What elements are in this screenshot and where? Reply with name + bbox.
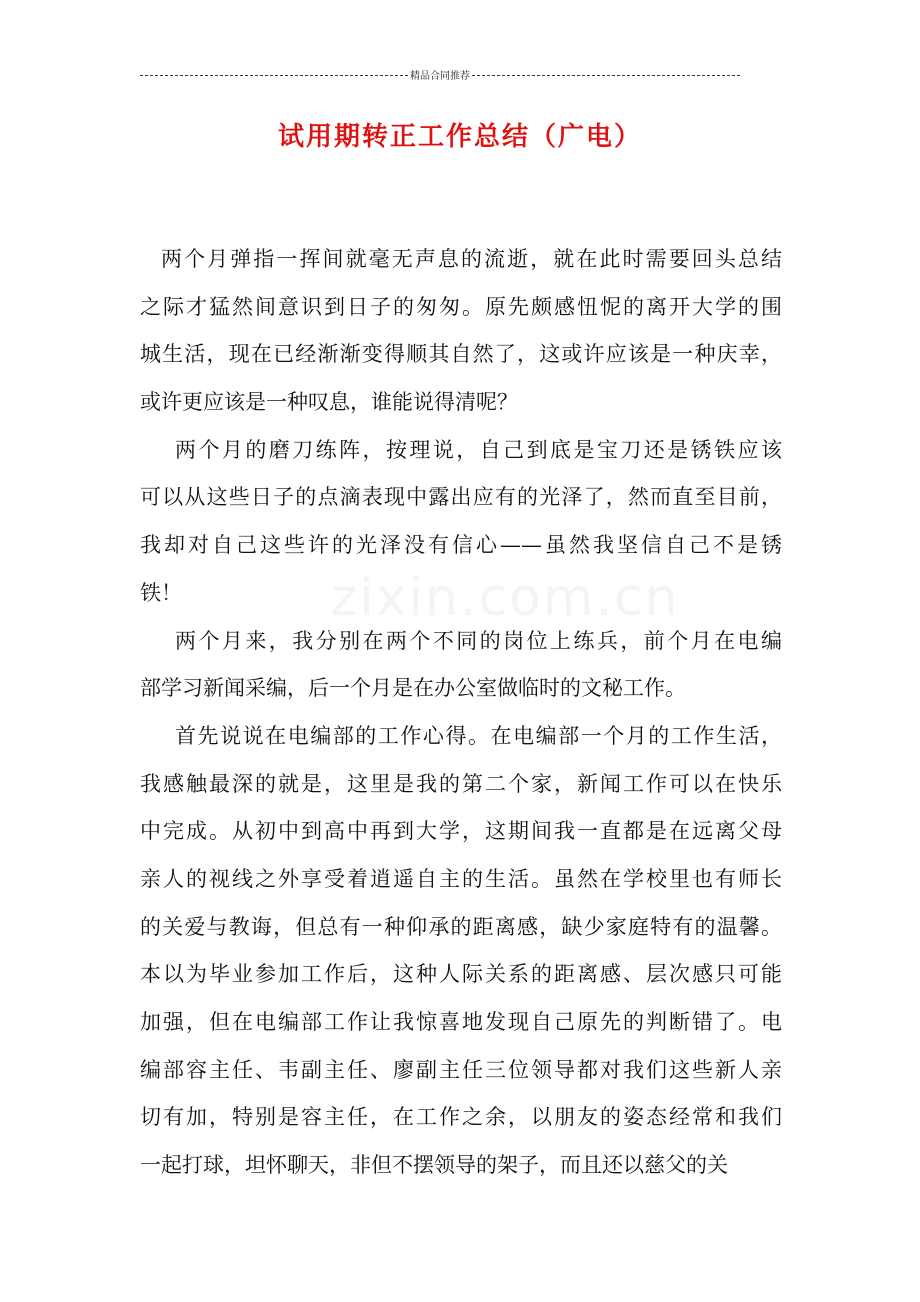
header-dashed-rule-right bbox=[472, 75, 740, 76]
paragraph-line: 编部容主任、韦副主任、廖副主任三位领导都对我们这些新人亲 bbox=[140, 1057, 782, 1082]
paragraph-line: 我却对自己这些许的光泽没有信心——虽然我坚信自己不是锈 bbox=[140, 533, 782, 558]
paragraph-line: 之际才猛然间意识到日子的匆匆。原先颇感忸怩的离开大学的围 bbox=[140, 294, 782, 319]
paragraph-line: 切有加，特别是容主任，在工作之余，以朋友的姿态经常和我们 bbox=[140, 1105, 782, 1130]
paragraph-line: 中完成。从初中到高中再到大学，这期间我一直都是在远离父母 bbox=[140, 819, 782, 844]
paragraph-line: 我感触最深的就是，这里是我的第二个家，新闻工作可以在快乐 bbox=[140, 771, 782, 796]
paragraph-line: 一起打球，坦怀聊天，非但不摆领导的架子，而且还以慈父的关 bbox=[140, 1153, 728, 1178]
paragraph-line: 可以从这些日子的点滴表现中露出应有的光泽了，然而直至目前， bbox=[140, 485, 782, 510]
header-dashed-rule-left bbox=[140, 75, 408, 76]
paragraph-line: 亲人的视线之外享受着逍遥自主的生活。虽然在学校里也有师长 bbox=[140, 866, 782, 891]
paragraph-line: 的关爱与教诲，但总有一种仰承的距离感，缺少家庭特有的温馨。 bbox=[140, 914, 782, 939]
paragraph-line: 加强，但在电编部工作让我惊喜地发现自己原先的判断错了。电 bbox=[140, 1010, 782, 1034]
paragraph-line: 部学习新闻采编，后一个月是在办公室做临时的文秘工作。 bbox=[140, 676, 686, 701]
header-label: 精品合同推荐 bbox=[410, 70, 470, 82]
paragraph-line: 两个月弹指一挥间就毫无声息的流逝，就在此时需要回头总结 bbox=[161, 247, 782, 271]
page-header bbox=[140, 66, 740, 82]
paragraph-line: 两个月来，我分别在两个不同的岗位上练兵，前个月在电编 bbox=[175, 628, 782, 653]
paragraph-line: 铁！ bbox=[140, 580, 182, 605]
document-title: 试用期转正工作总结（广电） bbox=[277, 122, 642, 152]
paragraph-line: 本以为毕业参加工作后，这种人际关系的距离感、层次感只可能 bbox=[140, 962, 782, 987]
paragraph bbox=[140, 427, 782, 618]
paragraph bbox=[140, 713, 782, 1190]
paragraph bbox=[140, 618, 782, 713]
paragraph-line: 城生活，现在已经渐渐变得顺其自然了，这或许应该是一种庆幸， bbox=[140, 342, 782, 367]
watermark: zixin.com.cn bbox=[330, 568, 680, 628]
document-body bbox=[140, 236, 782, 1190]
paragraph-line: 两个月的磨刀练阵，按理说，自己到底是宝刀还是锈铁应该 bbox=[175, 437, 782, 462]
paragraph-line: 首先说说在电编部的工作心得。在电编部一个月的工作生活， bbox=[175, 723, 782, 748]
paragraph bbox=[140, 236, 782, 427]
paragraph-line: 或许更应该是一种叹息，谁能说得清呢？ bbox=[140, 390, 518, 415]
